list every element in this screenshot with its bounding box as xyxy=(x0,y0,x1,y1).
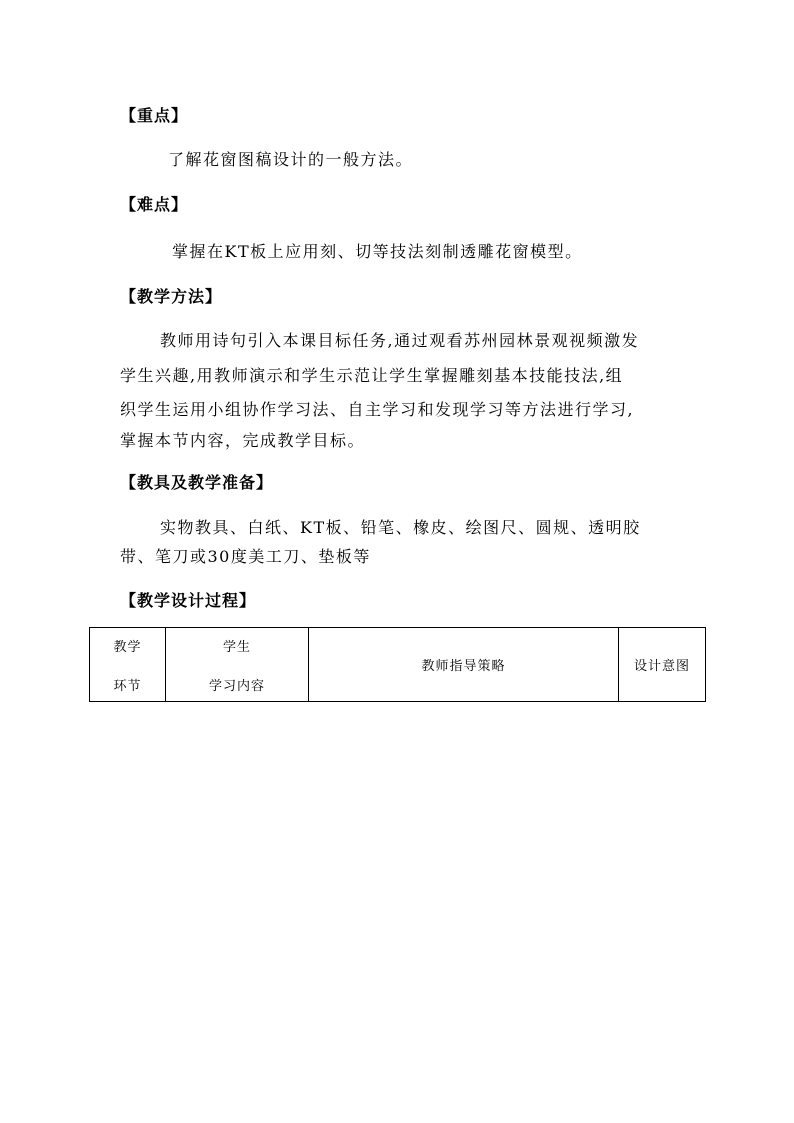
difficulty-text: 掌握在KT板上应用刻、切等技法刻制透雕花窗模型。 xyxy=(172,242,583,261)
header-stage-bottom: 环节 xyxy=(113,678,142,694)
header-teacher-strategy: 教师指导策略 xyxy=(421,659,506,674)
method-line: 掌握本节内容，完成教学目标。 xyxy=(120,431,366,450)
key-point-heading: 【重点】 xyxy=(120,106,189,125)
table-header-cell xyxy=(309,628,619,702)
key-point-text: 了解花窗图稿设计的一般方法。 xyxy=(168,150,414,169)
header-student-top: 学生 xyxy=(222,639,251,655)
difficulty-heading: 【难点】 xyxy=(120,195,189,214)
method-line: 织学生运用小组协作学习法、自主学习和发现学习等方法进行学习, xyxy=(120,400,635,419)
table-header-cell xyxy=(166,628,309,702)
method-line: 学生兴趣,用教师演示和学生示范让学生掌握雕刻基本技能技法,组 xyxy=(120,366,624,385)
process-heading: 【教学设计过程】 xyxy=(120,591,257,610)
tools-heading: 【教具及教学准备】 xyxy=(120,473,274,492)
table-header-cell xyxy=(90,628,166,702)
table-row xyxy=(90,628,706,702)
method-line: 教师用诗句引入本课目标任务,通过观看苏州园林景观视频激发 xyxy=(160,331,640,350)
method-heading: 【教学方法】 xyxy=(120,287,223,306)
tools-line: 带、笔刀或30度美工刀、垫板等 xyxy=(120,547,371,566)
tools-line: 实物教具、白纸、KT板、铅笔、橡皮、绘图尺、圆规、透明胶 xyxy=(160,518,641,537)
header-design-intent: 设计意图 xyxy=(633,659,690,674)
header-stage-top: 教学 xyxy=(113,639,142,655)
table-header-cell xyxy=(619,628,706,702)
process-table xyxy=(89,627,706,702)
header-student-bottom: 学习内容 xyxy=(208,678,265,694)
